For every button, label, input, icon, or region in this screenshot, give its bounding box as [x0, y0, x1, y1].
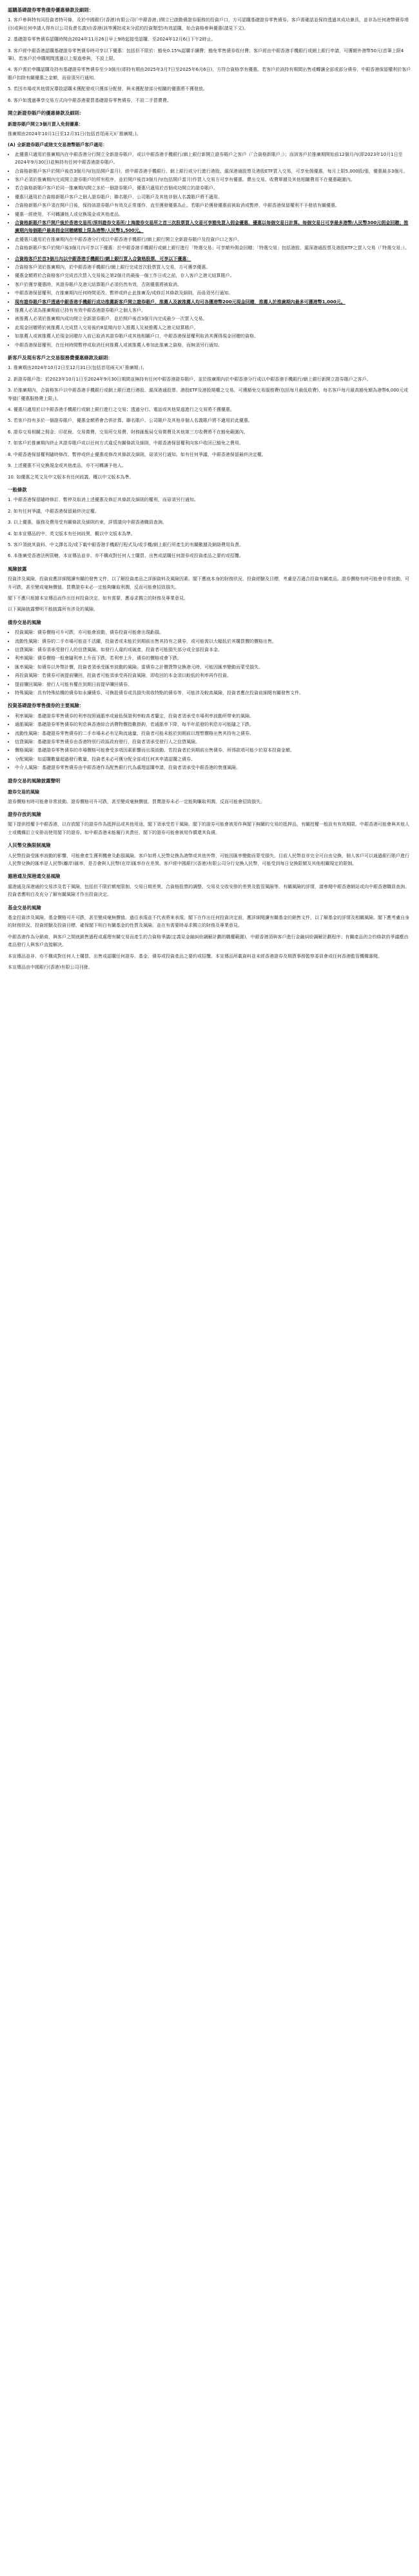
section-title-stock-connect-risk: 滬港通及深港通交易風險 [8, 873, 61, 880]
list-item: • 信貸風險：基礎證券零售債券由香港特別行政區政府發行，投資者須承受發行人之信貸風險。 [15, 738, 411, 746]
bond-offer-terms-list [8, 16, 411, 104]
bond-offer-term: 6. 客戶如透過專享交易方式向中銀香港要買基礎證券零售債券，不設二手買賣費。 [8, 97, 171, 103]
list-item: • 若合資格新賬戶客戶於同一推廣期內開立多於一個證券賬戶，優惠只適用於首個成功開立的證券賬戶。 [15, 184, 411, 192]
general-terms-list [8, 496, 411, 560]
service-fee-term: 10. 如優惠之英文及中文版本有任何歧義，概以中文版本為準。 [8, 474, 134, 480]
list-item: • 此現金回贈將於被推薦人完成買入交易後約8星期內存入推薦人及被推薦人之港元結算賬戶。 [15, 324, 411, 332]
list-item: • 優惠一經使用，不可轉讓他人或兌換現金或其他產品。 [15, 211, 411, 218]
list-item: • 客戶必須於推廣期內完成開立證券賬戶的所有程序，並於開戶後首3個月內(包括開戶當月)作買入交易方可享有優惠。賣出交易、收費單據及其他相關費用不在優惠範圍內。 [15, 176, 411, 184]
list-item: • 流動性風險：債券的二手市場可能並不活躍，投資者或未能於到期前出售其持有之債券，或可能需以大幅低於其購買價的價格出售。 [15, 638, 411, 645]
fund-risk-paragraph: 基金投資涉及風險。基金價格可升可跌，甚至變成毫無價值。過往表現並不代表將來表現。閣下在作出任何投資決定前，應詳細閱讀有關基金的銷售文件，以了解基金的詳情及相關風險。閣下應考慮自身的財務狀況、投資經驗及投資目標，確保閣下明白有關基金的性質及風險，並在有需要時尋求獨立的財務及專業意見。 [8, 914, 409, 929]
list-item: • 此優惠只適用於在推廣期內在中銀香港分行或以中銀香港手機銀行/網上銀行開立全新證券賬戶及投資戶口之客戶。 [15, 236, 411, 243]
general-term: 2. 如有任何爭議，中銀香港保留最終決定權。 [8, 508, 99, 514]
section-title-general-terms: 一般條款 [8, 486, 27, 493]
general-term: 6. 本推廣受香港法例管轄。本宣傳品並非、亦不構成對任何人士購買、出售或認購任何證券或投資產品之要約或招攬。 [8, 553, 244, 559]
section-title-bond-risks: 債券交易的風險 [8, 619, 41, 625]
service-fee-term: 6. 證券交易相關之佣金、印花稅、交易徵費、交易所交易費、財務匯報局交易徵費及其他第三方收費將不在豁免範圍內。 [8, 429, 248, 435]
risk-disclosure-paragraph: 閣下不應只根據本宣傳品而作出任何投資決定，如有需要，應尋求獨立的財務及專業意見。 [8, 595, 188, 601]
service-fee-term: 3. 於推廣期內，合資格客戶以中銀香港手機銀行或網上銀行進行港股、滬深港通股票、港股ETF及港股期權之交易，可獲豁免交易服務費(包括每月最低收費)，每名客戶每月最高豁免額為港幣6,000元或等值(「優惠服務費上限」)。 [8, 388, 409, 401]
service-fee-term: 1. 推廣期由2024年10月2日至12月31日(包括首尾兩天)(「推廣期」)。 [8, 365, 147, 371]
document-page [0, 0, 419, 971]
service-fee-term: 4. 優惠只適用於以中銀香港手機銀行或網上銀行進行之交易；透過分行、電話或其他渠道進行之交易將不獲優惠。 [8, 407, 235, 413]
custody-risk-paragraph: 閣下提供授權予中銀香港，以存放閣下的證券作為抵押品或其他用途，閣下須承受若干風險。閣下的證券可能會被用作與閣下無關的交易的抵押品，有關授權一般設有有效期限。中銀香港可能會與其他人士或機構訂立安排而使用閣下的證券。如中銀香港未能履行其責任，閣下的證券可能會被用作償還其負債。 [8, 822, 409, 835]
list-item: • 信貸風險：債券須承受發行人的信貸風險。如發行人違約或破產，投資者可能損失部分或全部投資本金。 [15, 646, 411, 654]
highlight-mobile-offer-item: • 合資格客戶於首3個月內以中銀香港手機銀行/網上銀行買入合資格股票，可享以下優惠： [15, 255, 411, 263]
list-item: • 推薦人必須為推廣期前已持有有效中銀香港證券賬戶之個人客戶。 [15, 307, 411, 314]
issuer-statement: 本宣傳品由中國銀行(香港)有限公司刊發。 [8, 965, 93, 970]
service-fee-term: 5. 若客戶持有多於一個證券賬戶，優惠金額將會合併計算。聯名賬戶、公司賬戶及其他非個人名義賬戶將不適用於此優惠。 [8, 418, 253, 424]
list-item: • 中介人風險：基礎證券零售債券由中銀香港作為配售銀行代為處理認購申請，投資者須承受中銀香港的營運風險。 [15, 764, 411, 772]
bond-offer-term: 1. 客戶參與特有同投資者特可條，及於中國銀行(香港)有限公司(「中銀香港」)開立已啟動債證券服務的投資戶口，方可認購基礎證券零售債券。客戶需確認並保持透過其成功兼具，並非為任何港幣債券項目(或與任何申請人得有以公司負責名義)由香港(該等獲批或未分派的投資類型)有效認購，始合資格參與優惠(請見下文)。 [8, 17, 409, 31]
service-fee-term: 2. 新證券賬戶指：於2023年10月1日至2024年9月30日期間並無持有任何中銀香港證券賬戶，並於推廣期內於中銀香港分行或以中銀香港手機銀行/網上銀行新開立證券賬戶之客戶。 [8, 376, 371, 382]
list-item: • 合資格新賬戶客戶於開戶後首3個月內(包括開戶當月)，經中銀香港手機銀行、網上銀行或分行進行港股、滬深港通股票及港股ETF買入交易，可享免佣優惠，每月上限5,000股/張，優惠最多3個月。 [15, 167, 411, 175]
list-item: • 合資格新賬戶客戶於開戶後3個月內可享以下優惠：於中銀香港手機銀行或網上銀行進行「特選交易」可享額外佣金回贈；「特選交易」包括港股、滬深港通股票及港股ETF之買入交易（「特選交易」）。 [15, 244, 411, 252]
list-item: • 此優惠只適用於推廣期內在中銀香港分行開立全新證券賬戶，或以中銀香港手機銀行/網上銀行新開立證券賬戶之客戶（「合資格新賬戶」）；而該客戶於推廣期開始前12個月內(即2023年10月1日至2024年9月30日)並無持有任何中銀香港證券賬戶。 [15, 151, 411, 167]
list-item: • 中銀香港保留權利，在任何時間暫停或取消任何推薦人或被推薦人參加此推廣之資格，而無須另行通知。 [15, 341, 411, 349]
list-item: • 再投資風險：若債券可被提前贖回，投資者可能須承受再投資風險，即收回的本金須以較低的利率再作投資。 [15, 672, 411, 679]
list-item: • 利率風險：債券價格一般會隨利率上升而下跌。若利率上升，債券的價格或會下跌。 [15, 654, 411, 662]
service-fee-terms-list [8, 364, 411, 480]
list-item: • 優惠金額將於合資格客戶完成首次買入交易後之第2個月的最後一個工作日或之前，存入客戶之港元結算賬戶。 [15, 272, 411, 279]
risk-disclosure-paragraph: 投資涉及風險，投資前應詳細閱讀有關的發售文件，以了解投資產品之詳細資料及風險因素。閣下應就本身的財務狀況、投資經驗及目標，考慮是否適合投資有關產品。證券價格有時可能會非常波動，可升可跌，甚至變成毫無價值。買賣證券未必一定能夠賺取利潤，反而可能會招致損失。 [8, 576, 409, 590]
list-item: • 投資風險：債券價格可升可跌，亦可能會波動，債券投資可能會出現虧損。 [15, 629, 411, 636]
section-title-new-account: 開立新證券賬戶的優惠條款及細則： [8, 110, 84, 117]
service-fee-term: 9. 上述優惠不可兌換現金或其他產品，亦不可轉讓予他人。 [8, 463, 126, 469]
subsection-title-eligibility: (A) 全新證券賬戶或陸支交易港幣賬戶客戶適用： [8, 142, 108, 148]
new-account-terms-list [8, 151, 411, 252]
service-fee-term: 7. 如客戶於推廣期內終止其證券賬戶或以任何方式違反有關條款及細則，中銀香港保留權利向客戶收回已豁免之費用。 [8, 440, 244, 446]
list-item: • 匯率風險：如債券以外幣計價，投資者須承受匯率波動的風險。當債券之計價貨幣兌換港元時，可能因匯率變動而蒙受損失。 [15, 663, 411, 671]
list-item: • 中銀香港保留權利，在推廣期內任何時間更改、暫停或終止此推廣及/或修訂其條款及細則，而毋須另行通知。 [15, 289, 411, 297]
highlight-rebate-item: • 合資格新賬戶客戶開戶後於香港交易所/深圳證券交易所/上海證券交易所之首三次股票買入交易可享豁免買入佣金優惠，優惠以每個交易日計算。每個交易日可享最多港幣/人民幣300元佣金回贈；推廣期內每個賬戶最高佣金回贈總額上限為港幣/人民幣1,500元。 [15, 219, 411, 235]
list-item: • 特殊風險：具有特殊結構的債券如永續債券、可換股債券或具損失吸收特點的債券等，可能涉及較高風險，投資者應在投資前細閱有關發售文件。 [15, 689, 411, 697]
section-title-custody-risk: 證券存放的風險 [8, 811, 41, 817]
section-title-securities-risk-statement: 證券交易的風險披露聲明 [8, 777, 61, 784]
securities-risk-paragraph: 證券價格有時可能會非常波動。證券價格可升可跌，甚至變成毫無價值。買賣證券未必一定能夠賺取利潤，反而可能會招致損失。 [8, 799, 265, 804]
bond-offer-term: 4. 客戶需於申購認購及持有基礎證券零售債券至少3個月(即持有期由2025年3月7日至2025年6月6日)，方符合資格享有優惠。若客戶於該持有期間出售或轉讓全部或部分債券，中銀香港保留權利於客戶賬戶扣除有關優惠之金額，而毋須另行通知。 [8, 67, 411, 80]
bond-offer-term: 2. 基礎證券零售債券認購時間由2024年11月26日早上9時起接受認購，至2024年12月6日下午2時止。 [8, 37, 216, 43]
section-title-risk-disclosure: 風險披露 [8, 565, 27, 572]
list-item: • 合資格新賬戶客戶須在開戶日後，保持該證券賬戶有效及正常運作，直至獲發優惠為止。若賬戶於獲發優惠前被取消或暫停，中銀香港保留權利不予發放有關優惠。 [15, 202, 411, 209]
list-item: • 如推薦人或被推薦人於現金回贈存入前已取消其證券賬戶或其他相關戶口，中銀香港保留權利取消其獲得現金回贈的資格。 [15, 332, 411, 340]
section-title-service-fee: 新客戶及現有客戶之交易服務費優惠條款及細則： [8, 355, 113, 361]
general-term: 3. 以上優惠，服務及費用受有關條款及細則約束，詳情請向中銀香港職員查詢。 [8, 520, 167, 526]
list-item: • 合資格客戶須於推廣期內，於中銀香港手機銀行/網上銀行完成首次股票買入交易，方可獲享優惠。 [15, 263, 411, 271]
bond-offer-term: 5. 若因市場或其他情況導致認購未獲配發或只獲部分配發，與未獲配發部分相關的優惠將不獲發放。 [8, 86, 208, 92]
subsection-title-three-month-offer: 新證券賬戶開立3個月買入免佣優惠： [8, 122, 83, 128]
list-item: • 利率風險：基礎證券零售債券的利率按照通脹率或最低保證利率較高者釐定，投資者須承受市場利率波動所帶來的風險。 [15, 712, 411, 720]
general-term: 1. 中銀香港保留隨時修訂、暫停及取消上述優惠及修訂其條款及細則的權利，而毋須另行通知。 [8, 497, 199, 503]
closing-paragraph: 本宣傳品並非、亦不構成對任何人士購買、出售或認購任何證券、基金、債券或投資產品之要約或招攬。本宣傳品所載資料並未經香港證券及期貨事務監察委員會或任何香港監管機構審閱。 [8, 953, 382, 959]
closing-paragraph: 中銀香港作為分銷商，與客戶之間就銷售過程或處理有關交易而產生的合資格爭議(定義見金融糾紛調解計劃的職權範圍)，中銀香港須與客戶進行金融糾紛調解計劃程序；有關產品的合約條款的爭議應由產品發行人與客戶直接解決。 [8, 934, 409, 948]
list-item: • 通脹風險：基礎證券零售債券的利息與香港綜合消費物價指數掛鈎，若通脹率下降，每半年派發的利息亦可能隨之下跌。 [15, 721, 411, 728]
list-item: • 分配風險：如認購數量超過發行數量，投資者未必可獲分配全部或任何其申請認購之債券。 [15, 755, 411, 763]
section-title-bond-offer: 認購基礎證券零售債券優惠條款及細則： [8, 7, 94, 13]
mobile-banking-terms-list [8, 255, 411, 349]
section-title-silver-bond-risks: 投資基礎證券零售債券的主要風險： [8, 703, 84, 709]
risk-disclosure-paragraph: 以下風險披露聲明不能披露所有涉及的風險。 [8, 607, 98, 612]
list-item: • 優惠只適用於合資格新賬戶客戶之個人證券賬戶；聯名賬戶、公司賬戶及其他非個人名義賬戶將不適用。 [15, 193, 411, 201]
silver-bond-risks-list [8, 712, 411, 772]
section-title-rmb-risk: 人民幣兌換限制風險 [8, 842, 51, 849]
general-term: 4. 如本宣傳品的中、英文版本有任何歧異，概以中文版本為準。 [8, 531, 135, 536]
highlight-referral-item: • 現有證券賬戶客戶透過中銀香港手機銀行成功推薦新客戶開立證券賬戶，推薦人及被推薦人均可各獲港幣200元現金回贈，推薦人於推廣期內最多可獲港幣1,000元。 [15, 298, 411, 306]
list-item: • 提前贖回風險：發行人可能有權在到期日前提早贖回債券。 [15, 681, 411, 688]
service-fee-term: 8. 中銀香港保留權利隨時修改、暫停或終止優惠或修改其條款及細則，毋須另行通知。如有任何爭議，中銀香港保留最終決定權。 [8, 451, 266, 457]
rmb-risk-paragraph: 人民幣投資受匯率波動的影響，可能會產生獲利機會及虧損風險。客戶如將人民幣兌換為港幣或其他外幣，可能因匯率變動而蒙受損失。目前人民幣並非完全可自由兌換，個人客戶可以通過銀行賬戶進行人民幣兌換的匯率是人民幣(離岸)匯率，是否會與人民幣(在岸)匯率存在差異。客戶經中國銀行(香港)有限公司分行兌換人民幣，可能受到每日兌換限額及其他相關規定的限制。 [8, 853, 409, 866]
general-term: 5. 客戶須就其資料、中文譯名及/或下載中銀香港手機銀行程式及/或手機/網上銀行所產生的有關數據及網絡費用負責。 [8, 542, 244, 547]
promotion-period-text: 推廣期由2024年10月1日至12月31日(包括首尾兩天)(「推廣期」)。 [8, 131, 141, 137]
list-item: • 被推薦人必須於推廣期內成功開立全新證券賬戶，並於開戶後首3個月內完成最少一次買入交易。 [15, 315, 411, 323]
list-item: • 價格風險：基礎證券零售債券的市場價格可能會受多項因素影響而出現波動。若投資者於到期前出售債券，所得款項可能少於原本投資金額。 [15, 746, 411, 754]
bond-offer-term: 3. 客戶經中銀香港認購基礎證券零售債券時可享以下優惠：包括但不限於：豁免0.15%認購手續費；豁免零售債券收付費；客戶經由中銀香港手機銀行或網上銀行申請，可獲額外港幣50元(首筆上限4筆)。若客戶於申購期間透過以上渠道參與，不設上限。 [8, 48, 404, 62]
list-item: • 流動性風險：基礎證券零售債券的二手市場未必有足夠流通量，投資者可能未能於到期前以理想價格出售其持有之債券。 [15, 730, 411, 737]
bond-risks-list [8, 629, 411, 697]
section-title-fund-risk: 基金交易的風險 [8, 904, 41, 911]
list-item: • 客戶於獲享優惠時，其證券賬戶及港元結算賬戶必須仍然有效，否則優惠將被取消。 [15, 281, 411, 289]
stock-connect-risk-paragraph: 滬港通及深港通的交易涉及若干風險，包括但不限於額度限制、交易日期差異、合資格股票的調整、交易及交收安排的差異及監管風險等。有關風險的詳情，請參閱中銀香港網站或向中銀香港職員查詢。投資者應明白及充分了解有關風險才作出投資決定。 [8, 884, 409, 898]
subsection-title-securities-trading-risk: 證券交易的風險 [8, 790, 39, 795]
